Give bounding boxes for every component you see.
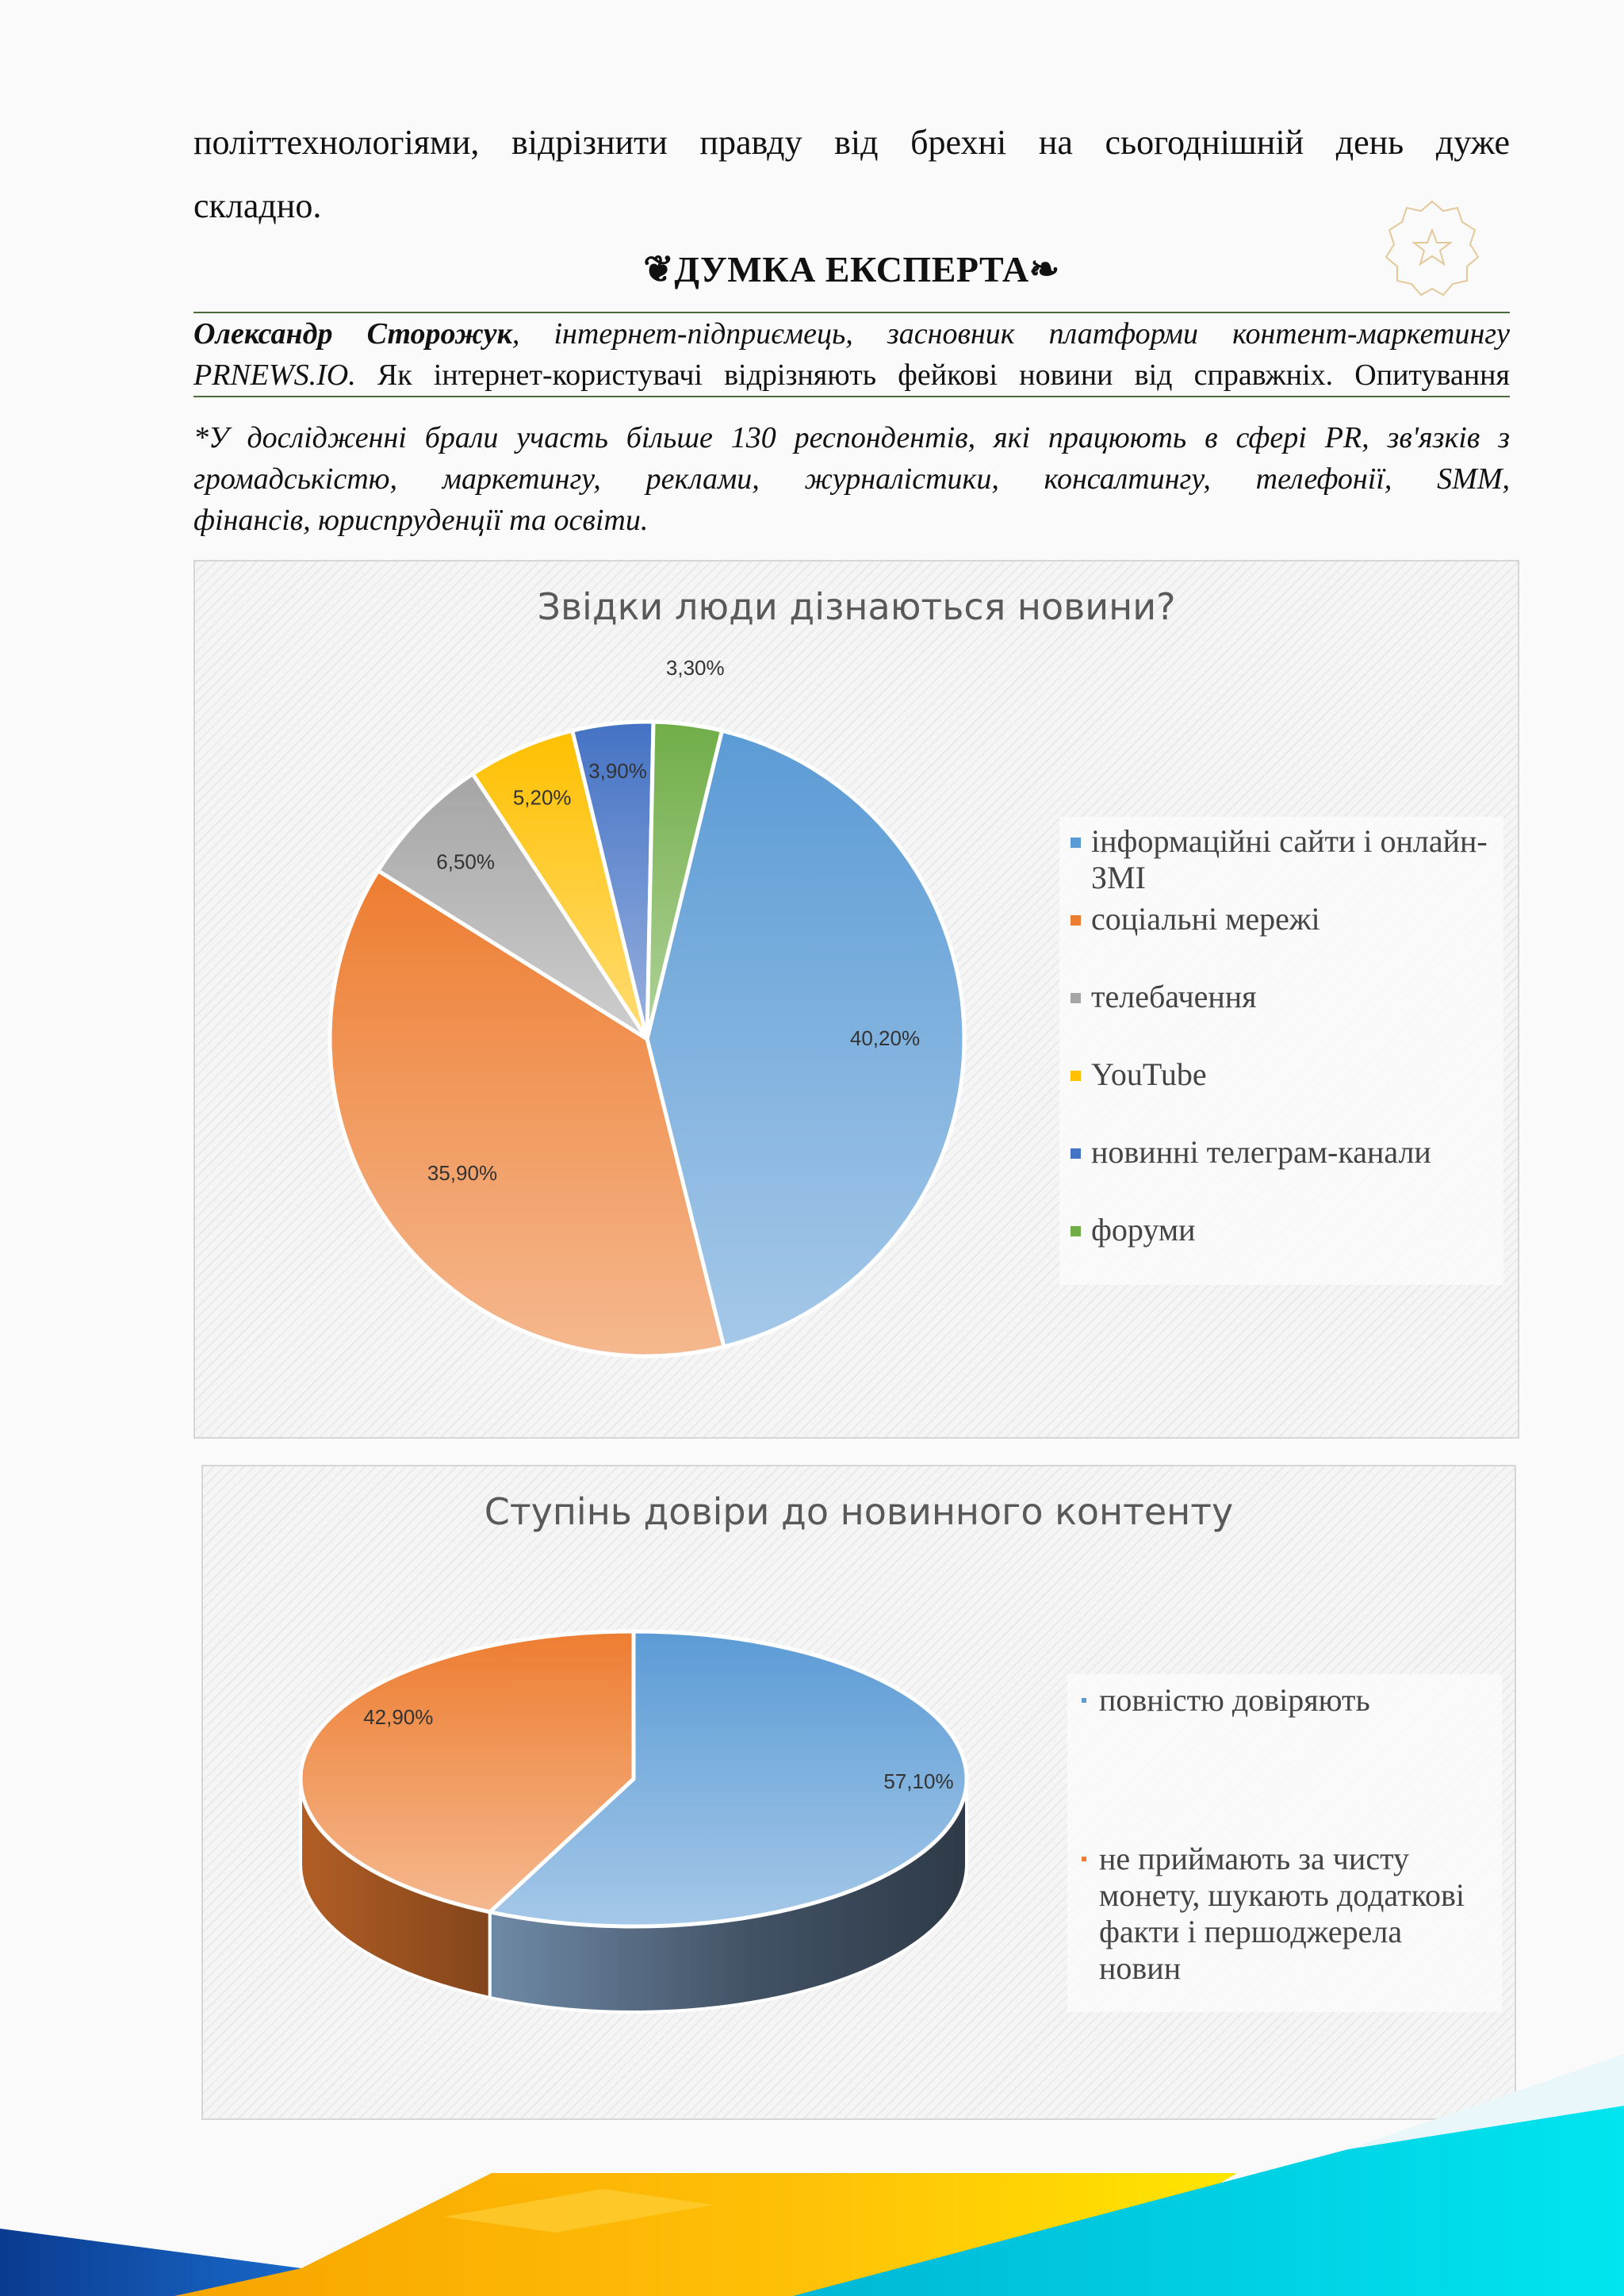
legend-swatch: [1082, 1698, 1086, 1703]
legend-label: не приймають за чисту: [1099, 1841, 1410, 1876]
data-label: 42,90%: [363, 1705, 434, 1730]
legend-item: [1071, 1056, 1503, 1093]
star-seal-icon: [1380, 197, 1484, 301]
legend-swatch: [1071, 993, 1081, 1003]
legend-item: [1071, 1212, 1503, 1248]
quote-line: [193, 313, 1510, 355]
note-line: громадськістю, маркетингу, реклами, журналістики, консалтингу, телефонії, SMM,: [193, 462, 1510, 496]
legend-item: [1071, 979, 1503, 1015]
note-line: *У дослідженні брали участь більше 130 респондентів, які працюють в сфері PR, зв'язків з: [193, 421, 1510, 454]
news-sources-chart: [193, 560, 1519, 1439]
data-label: 3,30%: [665, 655, 725, 680]
quote-role: , інтернет-підприємець, засновник платформи контент-маркетингу: [511, 317, 1510, 351]
data-label: 35,90%: [427, 1161, 498, 1186]
chart-title: Ступінь довіри до новинного контенту: [484, 1490, 1234, 1533]
legend-label: телебачення: [1091, 979, 1257, 1014]
quote-author: Олександр Сторожук: [193, 317, 512, 351]
paragraph-line: політтехнологіями, відрізнити правду від брехні на сьогоднішній день дуже: [193, 123, 1510, 162]
legend-label: монету, шукають додаткові: [1099, 1877, 1465, 1913]
paragraph-line: складно.: [193, 186, 322, 225]
legend-item: [1078, 1841, 1502, 1987]
quote-topic: Як інтернет-користувачі відрізняють фейкові новини від справжніх. Опитування: [355, 358, 1510, 392]
legend-label: повністю довіряють: [1099, 1682, 1370, 1718]
legend-swatch: [1071, 1226, 1081, 1236]
data-label: 3,90%: [588, 759, 647, 784]
legend-label: факти і першоджерела: [1099, 1914, 1403, 1949]
footer-decoration: [0, 2030, 1624, 2296]
expert-quote: [193, 312, 1510, 397]
legend-label: форуми: [1091, 1212, 1196, 1248]
data-label: 40,20%: [849, 1026, 921, 1051]
data-label: 6,50%: [436, 849, 496, 874]
legend-item: [1071, 823, 1503, 896]
chart-legend: [1067, 1674, 1502, 2012]
legend-swatch: [1071, 1148, 1081, 1159]
legend-label: інформаційні сайти і онлайн-: [1091, 823, 1488, 859]
legend-label: новинні телеграм-канали: [1091, 1134, 1431, 1170]
trust-level-chart: [201, 1465, 1516, 2120]
chart-title: Звідки люди дізнаються новини?: [537, 585, 1176, 628]
legend-swatch: [1071, 915, 1081, 926]
legend-swatch: [1082, 1857, 1086, 1861]
legend-label: YouTube: [1091, 1056, 1207, 1092]
legend-item: [1071, 901, 1503, 937]
quote-company: PRNEWS.IO.: [193, 358, 356, 392]
note-line: фінансів, юриспруденції та освіти.: [193, 504, 649, 537]
legend-label: соціальні мережі: [1091, 901, 1320, 937]
legend-swatch: [1071, 1071, 1081, 1081]
chart-legend: [1059, 817, 1503, 1285]
legend-label: ЗМІ: [1091, 860, 1146, 895]
legend-item: [1071, 1134, 1503, 1171]
quote-line: [193, 355, 1510, 396]
legend-swatch: [1071, 838, 1081, 848]
survey-note: [193, 417, 1510, 541]
section-heading: ❦ДУМКА ЕКСПЕРТА❧: [643, 249, 1060, 289]
intro-paragraph: [193, 111, 1510, 238]
data-label: 5,20%: [512, 785, 572, 810]
legend-label: новин: [1099, 1950, 1182, 1986]
legend-item: [1078, 1682, 1502, 1719]
data-label: 57,10%: [883, 1769, 954, 1794]
